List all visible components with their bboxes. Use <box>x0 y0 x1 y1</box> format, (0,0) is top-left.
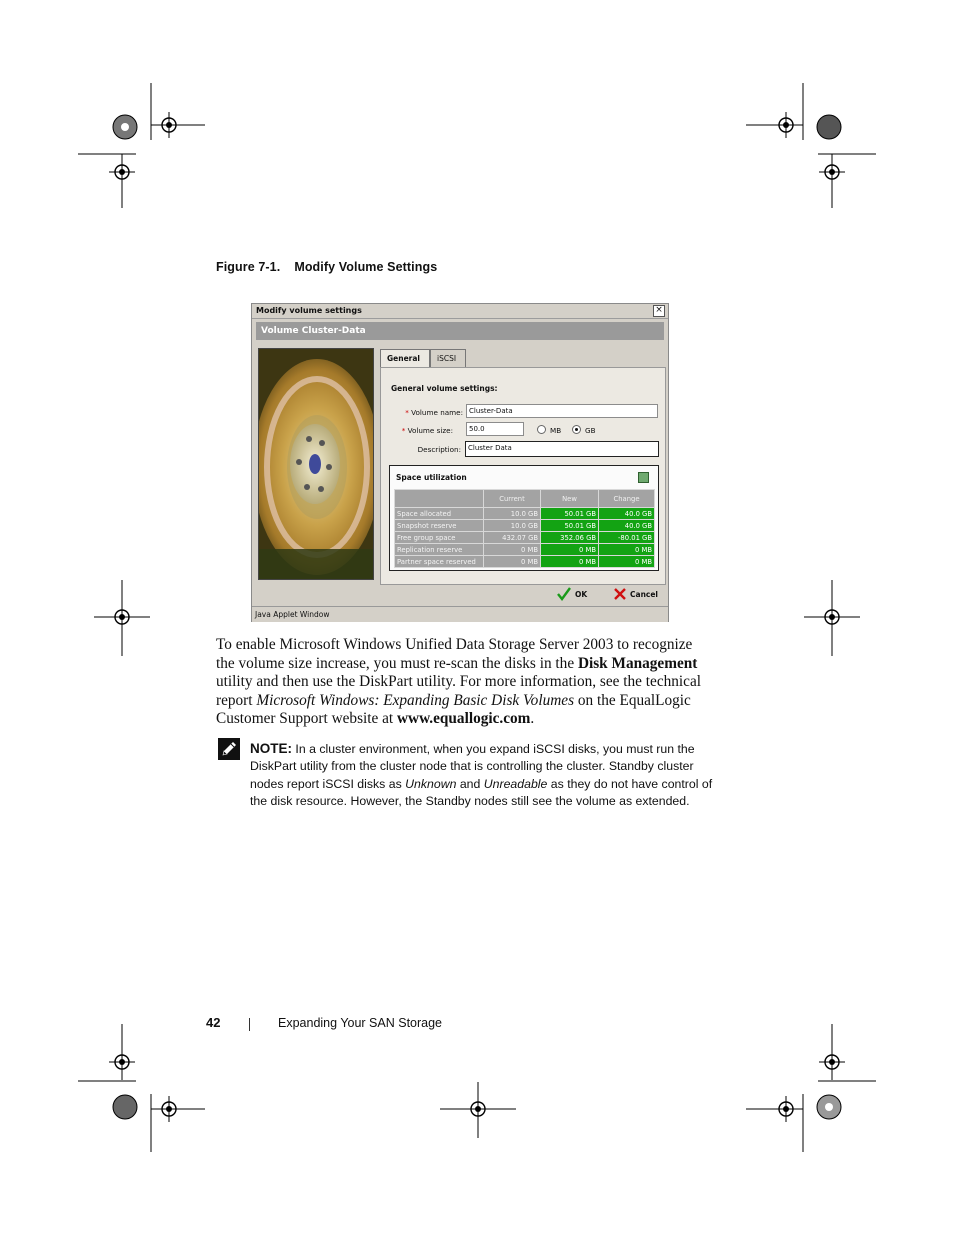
note-text: In a cluster environment, when you expand iSCSI disks, you must run the DiskPart utility from the cluster node that is controlling the cluster. Standby cluster nodes report iSCSI disks as <box>250 742 695 791</box>
cell-change: 40.0 GB <box>599 508 655 520</box>
row-label: Snapshot reserve <box>395 520 484 532</box>
row-label: Space allocated <box>395 508 484 520</box>
unit-gb-label: GB <box>585 426 596 435</box>
unit-mb-label: MB <box>550 426 562 435</box>
crop-mark-bottom-right <box>746 1024 876 1156</box>
table-header-row <box>395 490 655 508</box>
registration-mark-right-mid <box>802 580 862 656</box>
cell-current: 10.0 GB <box>484 508 541 520</box>
cancel-label: Cancel <box>630 590 659 599</box>
registration-mark-bottom-center <box>440 1082 516 1140</box>
volume-size-input[interactable]: 50.0 <box>466 422 524 436</box>
row-label: Free group space <box>395 532 484 544</box>
cell-new: 0 MB <box>541 544 599 556</box>
figure-caption <box>216 260 437 274</box>
note-block <box>250 740 720 810</box>
note-text: and <box>456 776 484 791</box>
row-label: Replication reserve <box>395 544 484 556</box>
description-input[interactable]: Cluster Data <box>465 441 659 457</box>
checkmark-icon <box>557 587 571 601</box>
support-website-link[interactable]: www.equallogic.com <box>397 710 531 728</box>
volume-banner <box>256 322 664 340</box>
tab-general-label: General <box>387 354 420 363</box>
crop-mark-top-right <box>746 80 876 212</box>
note-label: NOTE: <box>250 741 292 756</box>
crop-mark-top-left <box>78 80 208 212</box>
space-utilization-box <box>389 465 659 571</box>
table-row <box>395 544 655 556</box>
column-header-new: New <box>541 490 599 508</box>
space-utilization-title: Space utilization <box>396 473 467 482</box>
figure-title: Modify Volume Settings <box>294 260 438 274</box>
cancel-x-icon <box>613 587 627 601</box>
volume-size-label: Volume size: <box>407 426 453 435</box>
cell-new: 0 MB <box>541 556 599 568</box>
report-title: Microsoft Windows: Expanding Basic Disk Volumes <box>256 691 575 709</box>
cell-new: 352.06 GB <box>541 532 599 544</box>
tab-general[interactable] <box>380 349 430 368</box>
disk-management-term: Disk Management <box>577 654 698 672</box>
crop-mark-bottom-left <box>78 1024 208 1156</box>
cell-current: 0 MB <box>484 544 541 556</box>
hard-disk-image <box>258 348 374 580</box>
dialog-titlebar <box>252 304 668 319</box>
unit-mb-radio[interactable] <box>537 425 546 434</box>
cell-change: 0 MB <box>599 556 655 568</box>
table-row <box>395 520 655 532</box>
close-icon[interactable]: × <box>653 305 665 317</box>
space-utilization-table <box>394 489 655 568</box>
registration-mark-left-mid <box>92 580 152 656</box>
expand-icon[interactable] <box>638 472 649 483</box>
volume-name-input[interactable]: Cluster-Data <box>466 404 658 418</box>
status-text: Java Applet Window <box>255 610 330 619</box>
unit-gb-radio[interactable] <box>572 425 581 434</box>
column-header <box>395 490 484 508</box>
cell-change: 0 MB <box>599 544 655 556</box>
cell-change: 40.0 GB <box>599 520 655 532</box>
tab-iscsi-label: iSCSI <box>437 354 457 363</box>
general-panel <box>380 367 666 585</box>
cell-new: 50.01 GB <box>541 508 599 520</box>
footer-divider <box>249 1018 250 1031</box>
description-label: Description: <box>417 445 461 454</box>
cell-current: 432.07 GB <box>484 532 541 544</box>
general-settings-title: General volume settings: <box>391 384 498 393</box>
dialog-title: Modify volume settings <box>256 306 362 315</box>
body-paragraph <box>216 636 714 729</box>
figure-number: Figure 7-1. <box>216 260 281 274</box>
status-bar <box>252 606 668 622</box>
footer-section-title: Expanding Your SAN Storage <box>278 1016 443 1030</box>
cell-current: 10.0 GB <box>484 520 541 532</box>
body-text: To enable Microsoft Windows Unified Data Storage Server 2003 to recognize the volume size increase, you must re-scan the disks in the <box>216 636 693 672</box>
note-pencil-icon <box>218 738 240 765</box>
volume-name-label: Volume name: <box>411 408 463 417</box>
note-unreadable: Unreadable <box>483 776 548 791</box>
body-text: utility and then use the DiskPart utility. For more information, see the technical report <box>216 673 702 709</box>
row-label: Partner space reserved <box>395 556 484 568</box>
note-unknown: Unknown <box>405 776 457 791</box>
cell-current: 0 MB <box>484 556 541 568</box>
cell-new: 50.01 GB <box>541 520 599 532</box>
ok-label: OK <box>575 590 588 599</box>
table-row <box>395 532 655 544</box>
volume-banner-title: Volume Cluster-Data <box>261 326 366 336</box>
cancel-button[interactable] <box>613 587 663 601</box>
note-text: as they do not have control of the disk resource. However, the Standby nodes still see the volume as extended. <box>250 776 713 808</box>
table-row <box>395 508 655 520</box>
page-number: 42 <box>206 1015 221 1030</box>
cell-change: -80.01 GB <box>599 532 655 544</box>
modify-volume-dialog <box>251 303 669 622</box>
required-marker: * <box>405 408 409 417</box>
ok-button[interactable] <box>557 587 597 601</box>
body-text: on the EqualLogic Customer Support website at <box>216 691 691 728</box>
column-header-change: Change <box>599 490 655 508</box>
tab-iscsi[interactable] <box>430 349 466 367</box>
body-text: . <box>530 710 535 728</box>
table-row <box>395 556 655 568</box>
column-header-current: Current <box>484 490 541 508</box>
required-marker: * <box>401 426 406 435</box>
